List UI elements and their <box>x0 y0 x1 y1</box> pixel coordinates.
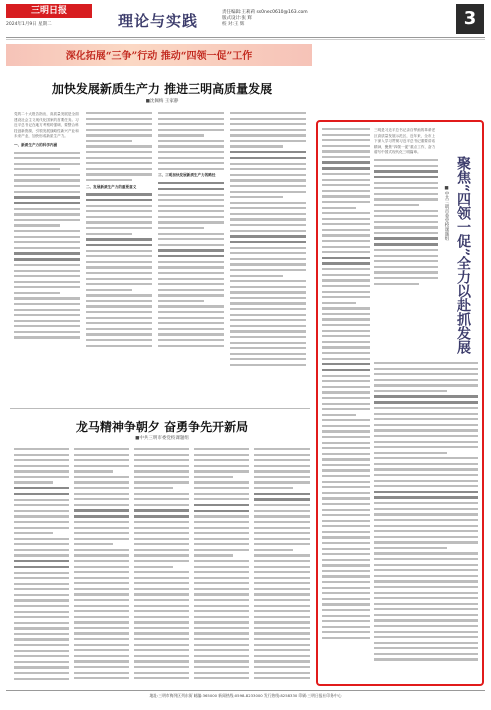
page-footer: 地址:三明市梅列区列东街 邮编:365000 新闻热线:0598-8233000 发行热线:8258330 印刷:三明日报社印务中心 <box>6 690 485 699</box>
article-column <box>374 128 438 358</box>
editor-line: 版式设计:张 辉 <box>222 16 252 21</box>
article-author: ■沈佩梅 王家静 <box>145 99 179 104</box>
article-column <box>134 448 189 686</box>
article-title: 龙马精神争朝夕 奋勇争先开新局 <box>75 420 249 434</box>
editor-line: 校 对:王 辉 <box>222 22 245 27</box>
page-header <box>0 0 491 44</box>
editor-credits <box>222 10 308 28</box>
divider <box>6 37 485 38</box>
newspaper-logo: 三明日报 <box>6 4 92 18</box>
article-lead: 三明是习近平总书记亲自擘画的革命老区高质量发展示范区，近年来，全市上下深入学习贯彻习近平总书记重要讲话精神，聚焦“四领一促”重点工作，奋力谱写中国式现代化三明篇章。 <box>374 128 436 155</box>
article-column <box>14 448 69 686</box>
article-column <box>158 112 224 402</box>
article-subheading: 一、新质生产力的科学内涵 <box>14 142 58 147</box>
article-title: 加快发展新质生产力 推进三明高质量发展 <box>51 82 273 96</box>
article-column <box>322 128 370 678</box>
page-number: 3 <box>456 4 484 34</box>
text-lines <box>14 152 80 339</box>
article-column <box>230 112 306 402</box>
article-author: ■中共三明市委党校课题组 <box>444 186 449 241</box>
text-lines <box>374 159 438 285</box>
banner-text: 深化拓展“三争”行动 推动“四领一促”工作 <box>65 51 253 62</box>
article-column <box>74 448 129 686</box>
article-subheading: 三、三明加快发展新质生产力的路径 <box>158 173 216 178</box>
article-author: ■中共三明市委党校课题组 <box>135 436 189 441</box>
article-column <box>374 362 478 680</box>
article-lead: 党的二十大报告指出，高质量发展是全面建设社会主义现代化国家的首要任务。习近平总书记在地方考察时强调，要整合科技创新资源，引领发展战略性新兴产业和未来产业，加快形成新质生产力。 <box>14 112 79 139</box>
editor-line: 责任编辑:王莉莉 ss0nec0610@163.com <box>222 10 308 15</box>
article-column <box>254 448 310 686</box>
article-title-vertical: 聚焦“四领一促”全力以赴抓发展 <box>455 156 471 355</box>
article-column <box>194 448 249 686</box>
divider <box>6 39 485 40</box>
article-subheading: 二、发展新质生产力的重要意义 <box>86 184 137 189</box>
theme-banner <box>6 44 312 66</box>
date-line: 2024年1月9日 星期二 <box>6 22 52 27</box>
divider <box>10 408 310 409</box>
article-column <box>86 112 152 402</box>
section-title: 理论与实践 <box>118 12 199 30</box>
article-column <box>14 112 80 402</box>
